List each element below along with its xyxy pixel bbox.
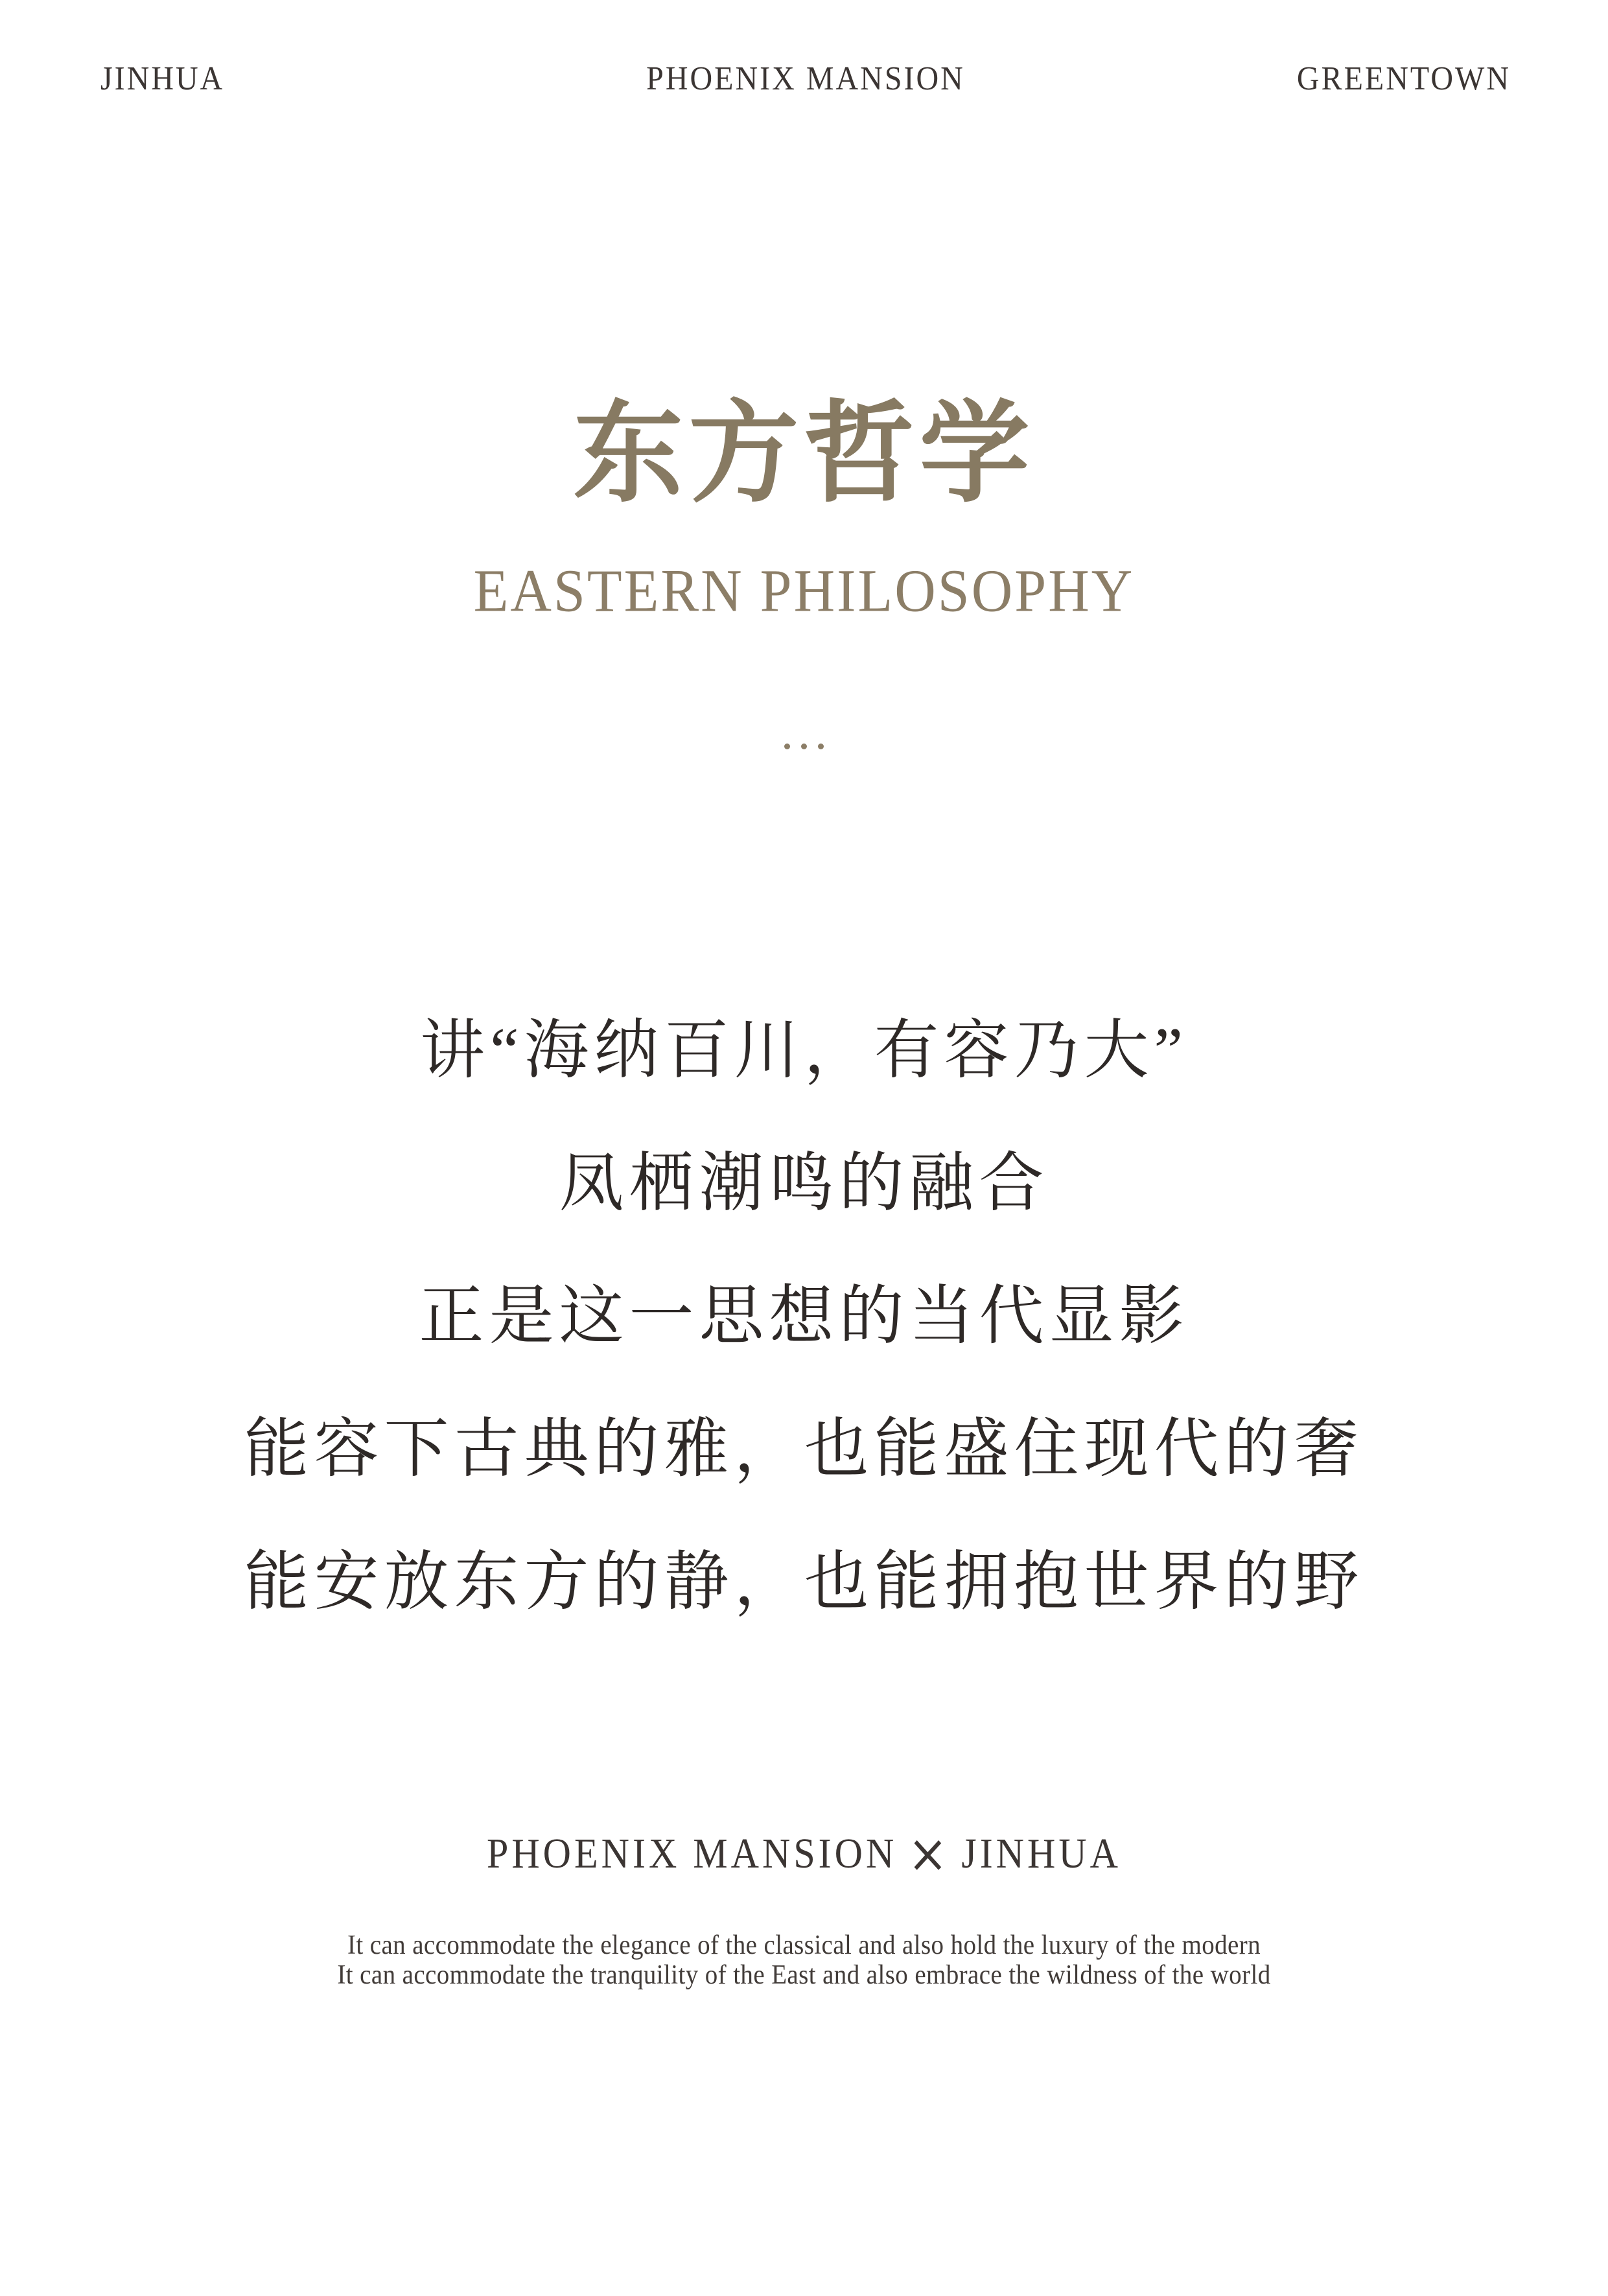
caption-line: It can accommodate the elegance of the classical and also hold the luxury of the modern bbox=[347, 1930, 1261, 1960]
header-city-label: JINHUA bbox=[100, 60, 225, 97]
philosophy-line: 能容下古典的雅，也能盛住现代的奢 bbox=[244, 1413, 1364, 1485]
lockup-project-label: PHOENIX MANSION bbox=[486, 1829, 898, 1877]
caption-block bbox=[0, 1929, 1608, 1989]
philosophy-line: 凤栖潮鸣的融合 bbox=[559, 1147, 1049, 1219]
divider-dots bbox=[0, 743, 1608, 749]
header-brand-label: GREENTOWN bbox=[1296, 60, 1511, 97]
brand-lockup: PHOENIX MANSION × JINHUA bbox=[486, 1823, 1121, 1885]
divider-dot bbox=[784, 744, 790, 749]
page-title-english: EASTERN PHILOSOPHY bbox=[473, 557, 1135, 625]
philosophy-text-block bbox=[0, 984, 1608, 1648]
page-title-chinese: 东方哲学 bbox=[573, 393, 1035, 515]
philosophy-line: 讲“海纳百川，有容乃大” bbox=[420, 1014, 1188, 1086]
caption-line: It can accommodate the tranquility of the East and also embrace the wildness of the world bbox=[337, 1960, 1271, 1990]
page-header bbox=[100, 60, 1511, 97]
philosophy-line: 能安放东方的静，也能拥抱世界的野 bbox=[244, 1546, 1364, 1618]
divider-dot bbox=[818, 744, 824, 749]
divider-dot bbox=[801, 744, 807, 749]
lockup-city-label: JINHUA bbox=[961, 1829, 1121, 1877]
philosophy-line: 正是这一思想的当代显影 bbox=[419, 1280, 1189, 1352]
header-project-label: PHOENIX MANSION bbox=[646, 60, 965, 97]
